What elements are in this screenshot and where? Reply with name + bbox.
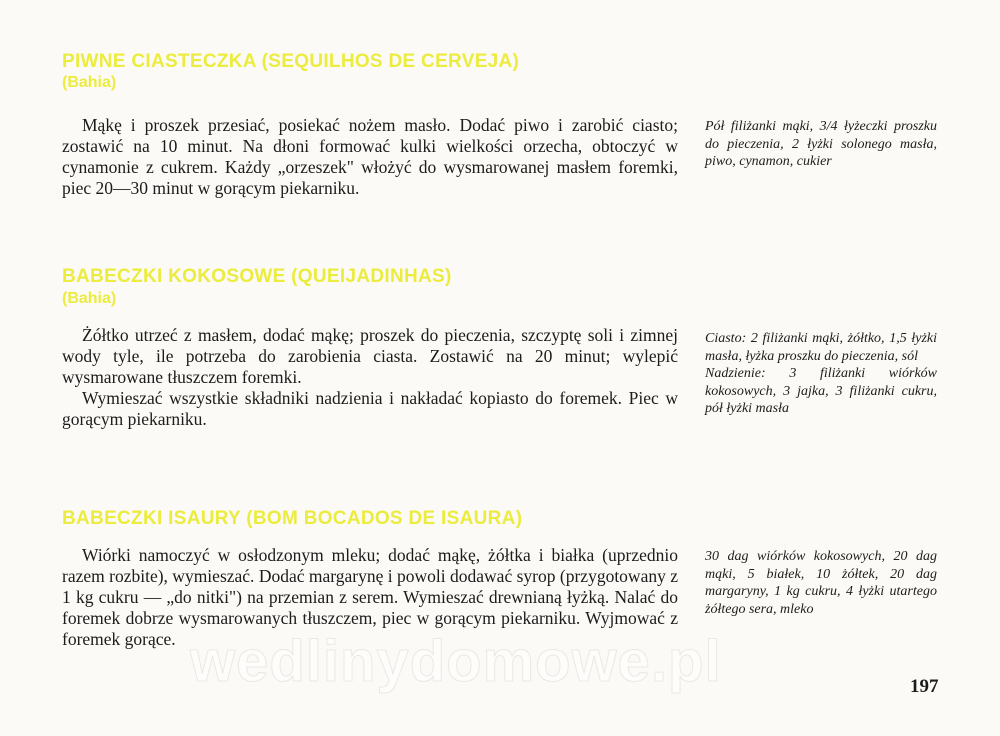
ingredients-text: Nadzienie: 3 filiżanki wiórków kokosowych, 3 jajka, 3 filiżanki cukru, pół łyżki masła — [705, 366, 937, 416]
recipe-title: BABECZKI KOKOSOWE (QUEIJADINHAS) — [62, 266, 452, 287]
instruction-paragraph: Żółtko utrzeć z masłem, dodać mąkę; proszek do pieczenia, szczyptę soli i zimnej wody tyle, ile potrzeba do zarobienia ciasta. Zostawić na 20 minut; wylepić wysmarowane tłuszczem foremki. — [62, 325, 678, 387]
ingredients-list — [705, 118, 937, 171]
ingredients-text: Ciasto: 2 filiżanki mąki, żółtko, 1,5 łyżki masła, łyżka proszku do pieczenia, sól — [705, 331, 937, 364]
recipe-region: (Bahia) — [62, 74, 117, 91]
recipe-title: BABECZKI ISAURY (BOM BOCADOS DE ISAURA) — [62, 508, 523, 529]
watermark: wedlinydomowe.pl — [190, 629, 722, 694]
recipe-instructions — [62, 545, 678, 650]
instruction-paragraph: Wiórki namoczyć w osłodzonym mleku; dodać mąkę, żółtka i białka (uprzednio razem rozbite), wymieszać. Dodać margarynę i powoli dodawać syrop (przygotowany z 1 kg cukru — „do nitki") na przemian z serem. Wymieszać drewnianą łyżką. Nalać do foremek dobrze wysmarowanych tłuszczem, piec w gorącym piekarniku. Wyjmować z foremek gorące. — [62, 545, 678, 649]
recipe-region: (Bahia) — [62, 290, 117, 307]
recipe-instructions — [62, 115, 678, 199]
ingredients-list — [705, 548, 937, 618]
instruction-paragraph: Mąkę i proszek przesiać, posiekać nożem masło. Dodać piwo i zarobić ciasto; zostawić na 10 minut. Na dłoni formować kulki wielkości orzecha, obtoczyć w cynamonie z cukrem. Każdy „orzeszek" włożyć do wysmarowanej masłem foremki, piec 20—30 minut w gorącym piekarniku. — [62, 115, 678, 198]
recipe-title: PIWNE CIASTECZKA (SEQUILHOS DE CERVEJA) — [62, 51, 520, 72]
page-number: 197 — [910, 676, 939, 697]
recipe-instructions — [62, 325, 678, 430]
instruction-paragraph: Wymieszać wszystkie składniki nadzienia i nakładać kopiasto do foremek. Piec w gorącym piekarniku. — [62, 388, 678, 429]
ingredients-list — [705, 330, 937, 418]
ingredients-text: Pół filiżanki mąki, 3/4 łyżeczki proszku do pieczenia, 2 łyżki solonego masła, piwo, cynamon, cukier — [705, 119, 937, 169]
ingredients-text: 30 dag wiórków kokosowych, 20 dag mąki, 5 białek, 10 żółtek, 20 dag margaryny, 1 kg cukru, 4 łyżki utartego żółtego sera, mleko — [705, 549, 937, 617]
